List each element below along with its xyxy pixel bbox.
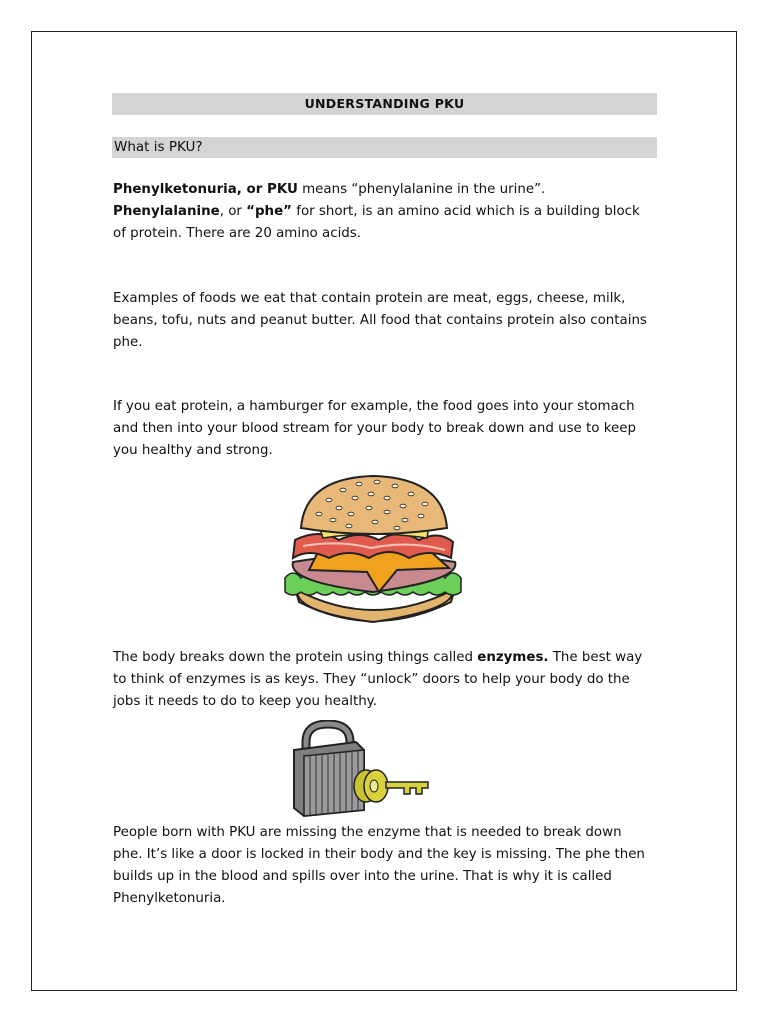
paragraph-pku-explanation: People born with PKU are missing the enzyme that is needed to break down phe. It’s like a door is locked in their body and the key is missing. The phe then builds up in the blood and spills over into the urine. That is why it is called Phenylketonuria.: [113, 825, 645, 906]
paragraph-definition: [113, 179, 653, 245]
term-phe: “phe”: [246, 204, 292, 219]
term-pku: Phenylketonuria, or PKU: [113, 182, 298, 197]
section-heading: What is PKU?: [112, 137, 657, 158]
text-run: The body breaks down the protein using things called: [113, 650, 478, 665]
text-run: for short, is an amino acid which is a building block of protein. There are 20 amino acids.: [113, 204, 640, 241]
paragraph-protein-foods: Examples of foods we eat that contain protein are meat, eggs, cheese, milk, beans, tofu, nuts and peanut butter. All food that contains protein also contains phe.: [113, 291, 647, 350]
paragraph-enzymes: [113, 647, 653, 713]
padlock-key-illustration: [290, 720, 435, 820]
hamburger-illustration: [279, 470, 467, 630]
page-title: UNDERSTANDING PKU: [112, 93, 657, 115]
text-run: , or: [219, 204, 247, 219]
paragraph-digestion: If you eat protein, a hamburger for example, the food goes into your stomach and then into your blood stream for your body to break down and use to keep you healthy and strong.: [113, 399, 637, 458]
text-run: The best way to think of enzymes is as keys. They “unlock” doors to help your body do the jobs it needs to do to keep you healthy.: [113, 650, 643, 709]
term-enzymes: enzymes.: [477, 650, 549, 665]
text-run: means “phenylalanine in the urine”.: [297, 182, 546, 197]
term-phenylalanine: Phenylalanine: [113, 204, 220, 219]
